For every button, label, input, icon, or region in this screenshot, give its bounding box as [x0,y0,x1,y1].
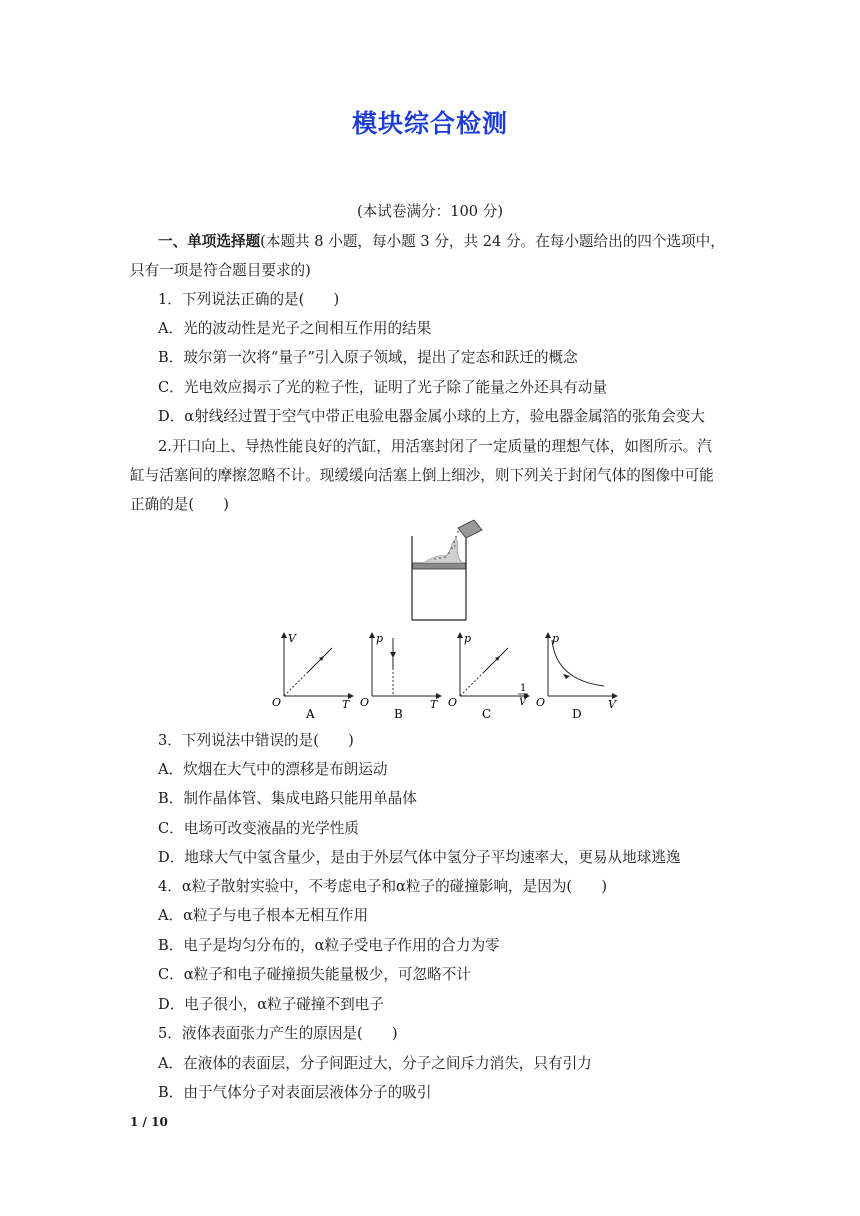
q2-stem-line1: 2.开口向上、导热性能良好的汽缸，用活塞封闭了一定质量的理想气体，如图所示。汽 [158,438,712,455]
graph-c [444,628,536,724]
graph-c-x-den: V [519,697,527,708]
graph-b-x-label: T [430,698,438,711]
piston [413,563,466,569]
graph-c-label: C [482,707,492,721]
graph-c-y-label: p [464,632,472,645]
page-title: 模块综合检测 [351,109,508,138]
q3-option-c: C．电场可改变液晶的光学性质 [158,820,359,837]
q4-option-b: B．电子是均匀分布的，α粒子受电子作用的合力为零 [158,937,500,954]
section1-heading: 一、单项选择题 [158,233,261,250]
graph-a-label: A [306,707,315,721]
q5-option-a: A．在液体的表面层，分子间距过大，分子之间斥力消失，只有引力 [158,1055,592,1072]
graph-d-label: D [572,707,582,721]
section1-desc-line1: (本题共 8 小题，每小题 3 分，共 24 分。在每小题给出的四个选项中， [260,233,725,250]
q4-option-a: A．α粒子与电子根本无相互作用 [158,907,369,924]
q3-option-a: A．炊烟在大气中的漂移是布朗运动 [158,761,388,778]
graph-d-x-label: V [608,698,616,711]
q2-stem-line2: 缸与活塞间的摩擦忽略不计。现缓缓向活塞上倒上细沙，则下列关于封闭气体的图像中可能 [130,467,714,484]
graph-c-extension [460,672,484,696]
graph-b-arrow [390,652,396,658]
graph-b-label: B [394,707,403,721]
graph-c-x-num: 1 [520,683,527,694]
q1-option-a: A．光的波动性是光子之间相互作用的结果 [158,320,432,337]
graph-a-x-label: T [342,698,350,711]
section1-intro [158,232,725,252]
q1-option-d: D．α射线经过置于空气中带正电验电器金属小球的上方，验电器金属箔的张角会变大 [158,408,705,425]
sand-pile [424,538,462,563]
q1-stem: 1．下列说法正确的是( ) [158,291,340,308]
page-number: 1 / 10 [130,1115,168,1129]
graph-b [356,628,448,724]
graph-d-arrow [563,674,570,679]
graph-a-origin: O [272,696,282,709]
q2-stem-line3: 正确的是( ) [130,496,229,513]
graph-d-origin: O [536,696,546,709]
q3-option-b: B．制作晶体管、集成电路只能用单晶体 [158,790,417,807]
graph-b-origin: O [360,696,370,709]
q3-option-d: D．地球大气中氢含量少，是由于外层气体中氢分子平均速率大，更易从地球逃逸 [158,849,681,866]
graph-a-y-label: V [288,632,296,645]
q4-stem: 4．α粒子散射实验中，不考虑电子和α粒子的碰撞影响，是因为( ) [158,878,608,895]
q1-option-b: B．玻尔第一次将“量子”引入原子领域，提出了定态和跃迁的概念 [158,349,578,366]
section1-desc-line2: 只有一项是符合题目要求的) [130,262,311,279]
q3-stem: 3．下列说法中错误的是( ) [158,732,354,749]
graph-d [532,628,624,724]
graph-b-y-label: p [376,632,384,645]
graph-c-line [484,648,508,672]
q5-stem: 5．液体表面张力产生的原因是( ) [158,1025,398,1042]
q4-option-d: D．电子很小，α粒子碰撞不到电子 [158,996,384,1013]
q5-option-b: B．由于气体分子对表面层液体分子的吸引 [158,1084,432,1101]
sand-bucket [458,520,482,538]
graph-c-origin: O [448,696,458,709]
score-note: (本试卷满分：100 分) [356,203,504,220]
q1-option-c: C．光电效应揭示了光的粒子性，证明了光子除了能量之外还具有动量 [158,379,607,396]
graph-d-curve [552,640,604,686]
graph-d-y-label: p [552,632,560,645]
q4-option-c: C．α粒子和电子碰撞损失能量极少，可忽略不计 [158,966,471,983]
graph-a [268,628,360,724]
cylinder-figure [400,518,500,624]
graph-a-extension [284,672,308,696]
graph-a-line [308,648,332,672]
